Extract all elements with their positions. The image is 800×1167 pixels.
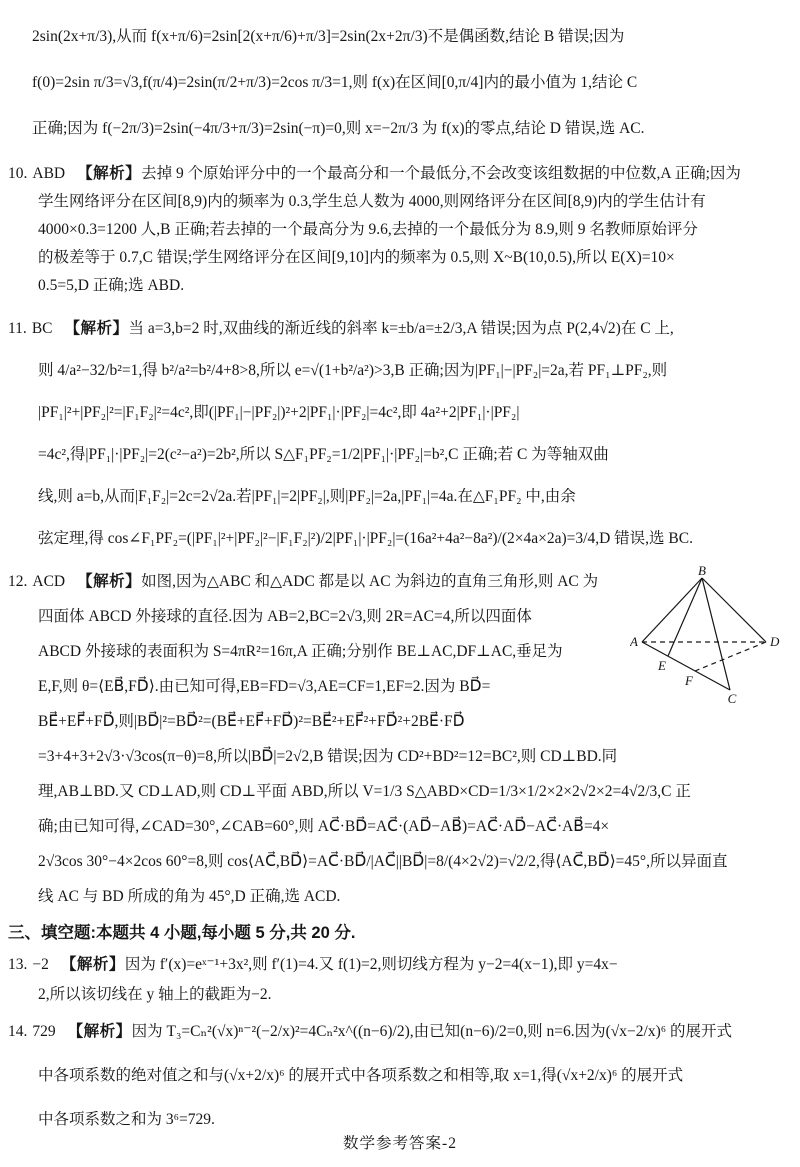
text-line: 中各项系数之和为 3⁶=729. <box>38 1111 215 1128</box>
vertex-label-a: A <box>630 634 638 649</box>
text-line: 当 a=3,b=2 时,双曲线的渐近线的斜率 k=±b/a=±2/3,A 错误;因为点 P(2,4√2)在 C 上, <box>128 320 674 337</box>
text-line: BE⃗+EF⃗+FD⃗,则|BD⃗|²=BD⃗²=(BE⃗+EF⃗+FD⃗)²=BE⃗²+EF⃗²+FD⃗²+2BE⃗·FD⃗ <box>38 713 465 730</box>
answer-item-14 <box>8 1010 792 1142</box>
item-first-line <box>8 1010 792 1054</box>
answer-item-10 <box>8 160 792 300</box>
item-answer: BC <box>31 320 53 337</box>
analysis-tag: 【解析】 <box>77 573 142 590</box>
item-first-line <box>8 308 792 350</box>
text-line: ABCD 外接球的表面积为 S=4πR²=16π,A 正确;分别作 BE⊥AC,DF⊥AC,垂足为 <box>38 643 563 660</box>
text-line: =3+4+3+2√3·√3cos(π−θ)=8,所以|BD⃗|=2√2,B 错误;因为 CD²+BD²=12=BC²,则 CD⊥BD.同 <box>38 748 618 765</box>
text-line: 0.5=5,D 正确;选 ABD. <box>38 277 185 294</box>
text-line: 4000×0.3=1200 人,B 正确;若去掉的一个最高分为 9.6,去掉的一个最低分为 8.9,则 9 名教师原始评分 <box>38 221 698 238</box>
text-line: 理,AB⊥BD.又 CD⊥AD,则 CD⊥平面 ABD,所以 V=1/3 S△ABD×CD=1/3×1/2×2×2√2×2=4√2/3,C 正 <box>38 783 691 800</box>
text-line: 2√3cos 30°−4×2cos 60°=8,则 cos⟨AC⃗,BD⃗⟩=AC⃗·BD⃗/|AC⃗||BD⃗|=8/(4×2√2)=√2/2,得⟨AC⃗,BD⃗⟩=45°,所以异面直 <box>38 853 728 870</box>
text-line: 线 AC 与 BD 所成的角为 45°,D 正确,选 ACD. <box>38 888 341 905</box>
item-first-line <box>8 950 792 980</box>
answer-item-11 <box>8 308 792 560</box>
answer-item-13 <box>8 950 792 1010</box>
item-number: 14. <box>8 1023 28 1040</box>
tetrahedron-figure <box>630 566 790 706</box>
item-number: 11. <box>8 320 27 337</box>
text-line: f(0)=2sin π/3=√3,f(π/4)=2sin(π/2+π/3)=2cos π/3=1,则 f(x)在区间[0,π/4]内的最小值为 1,结论 C <box>32 74 638 91</box>
vertex-label-f: F <box>685 673 693 688</box>
text-line: 线,则 a=b,从而|F₁F₂|=2c=2√2a.若|PF₁|=2|PF₂|,则|PF₂|=2a,|PF₁|=4a.在△F₁PF₂ 中,由余 <box>38 488 576 505</box>
item-number: 13. <box>8 956 28 973</box>
vertex-label-b: B <box>698 566 706 578</box>
text-line: 确;由已知可得,∠CAD=30°,∠CAB=60°,则 AC⃗·BD⃗=AC⃗·(AD⃗−AB⃗)=AC⃗·AD⃗−AC⃗·AB⃗=4× <box>38 818 610 835</box>
text-line: 因为 T₃=Cₙ²(√x)ⁿ⁻²(−2/x)²=4Cₙ²x^((n−6)/2),由已知(n−6)/2=0,则 n=6.因为(√x−2/x)⁶ 的展开式 <box>131 1023 733 1040</box>
text-line: =4c²,得|PF₁|·|PF₂|=2(c²−a²)=2b²,所以 S△F₁PF₂=1/2|PF₁|·|PF₂|=b²,C 正确;若 C 为等轴双曲 <box>38 446 609 463</box>
text-line: 2,所以该切线在 y 轴上的截距为−2. <box>38 986 272 1003</box>
text-line: 四面体 ABCD 外接球的直径.因为 AB=2,BC=2√3,则 2R=AC=4,所以四面体 <box>38 608 532 625</box>
text-line: 因为 f′(x)=eˣ⁻¹+3x²,则 f′(1)=4.又 f(1)=2,则切线方程为 y−2=4(x−1),即 y=4x− <box>124 956 618 973</box>
text-line: 正确;因为 f(−2π/3)=2sin(−4π/3+π/3)=2sin(−π)=0,则 x=−2π/3 为 f(x)的零点,结论 D 错误,选 AC. <box>32 120 645 137</box>
item9-solution-continuation <box>8 14 792 152</box>
item-number: 10. <box>8 165 28 182</box>
analysis-tag: 【解析】 <box>77 165 142 182</box>
text-line: 2sin(2x+π/3),从而 f(x+π/6)=2sin[2(x+π/6)+π/3]=2sin(2x+2π/3)不是偶函数,结论 B 错误;因为 <box>32 28 625 45</box>
item-number: 12. <box>8 573 28 590</box>
text-line: 的极差等于 0.7,C 错误;学生网络评分在区间[9,10]内的频率为 0.5,则 X~B(10,0.5),所以 E(X)=10× <box>38 249 675 266</box>
item-answer: ACD <box>32 573 66 590</box>
text-line: 则 4/a²−32/b²=1,得 b²/a²=b²/4+8>8,所以 e=√(1+b²/a²)>3,B 正确;因为|PF₁|−|PF₂|=2a,若 PF₁⊥PF₂,则 <box>38 362 668 379</box>
text-line: E,F,则 θ=⟨EB⃗,FD⃗⟩.由已知可得,EB=FD=√3,AE=CF=1,EF=2.因为 BD⃗= <box>38 678 491 695</box>
item-answer: 729 <box>32 1023 56 1040</box>
page-footer: 数学参考答案-2 <box>343 1135 457 1152</box>
item-answer: −2 <box>32 956 49 973</box>
text-line: 如图,因为△ABC 和△ADC 都是以 AC 为斜边的直角三角形,则 AC 为 <box>141 573 599 590</box>
text-line: |PF₁|²+|PF₂|²=|F₁F₂|²=4c²,即(|PF₁|−|PF₂|)²+2|PF₁|·|PF₂|=4c²,即 4a²+2|PF₁|·|PF₂| <box>38 404 520 421</box>
item-answer: ABD <box>32 165 66 182</box>
section-header-fill-in-blanks: 三、填空题:本题共 4 小题,每小题 5 分,共 20 分. <box>8 924 356 942</box>
text-line: 中各项系数的绝对值之和与(√x+2/x)⁶ 的展开式中各项系数之和相等,取 x=1,得(√x+2/x)⁶ 的展开式 <box>38 1067 684 1084</box>
text-line: 去掉 9 个原始评分中的一个最高分和一个最低分,不会改变该组数据的中位数,A 正确;因为 <box>141 165 741 182</box>
item-first-line <box>8 160 792 188</box>
analysis-tag: 【解析】 <box>64 320 129 337</box>
text-line: 弦定理,得 cos∠F₁PF₂=(|PF₁|²+|PF₂|²−|F₁F₂|²)/2|PF₁|·|PF₂|=(16a²+4a²−8a²)/(2×4a×2a)=3/4,D 错误,选 BC. <box>38 530 693 547</box>
text-line: 学生网络评分在区间[8,9)内的频率为 0.3,学生总人数为 4000,则网络评分在区间[8,9)内的学生估计有 <box>38 193 706 210</box>
analysis-tag: 【解析】 <box>67 1023 132 1040</box>
vertex-label-c: C <box>727 691 737 706</box>
vertex-label-e: E <box>658 658 666 673</box>
vertex-label-d: D <box>770 634 780 649</box>
answer-item-12 <box>8 564 792 914</box>
analysis-tag: 【解析】 <box>60 956 125 973</box>
